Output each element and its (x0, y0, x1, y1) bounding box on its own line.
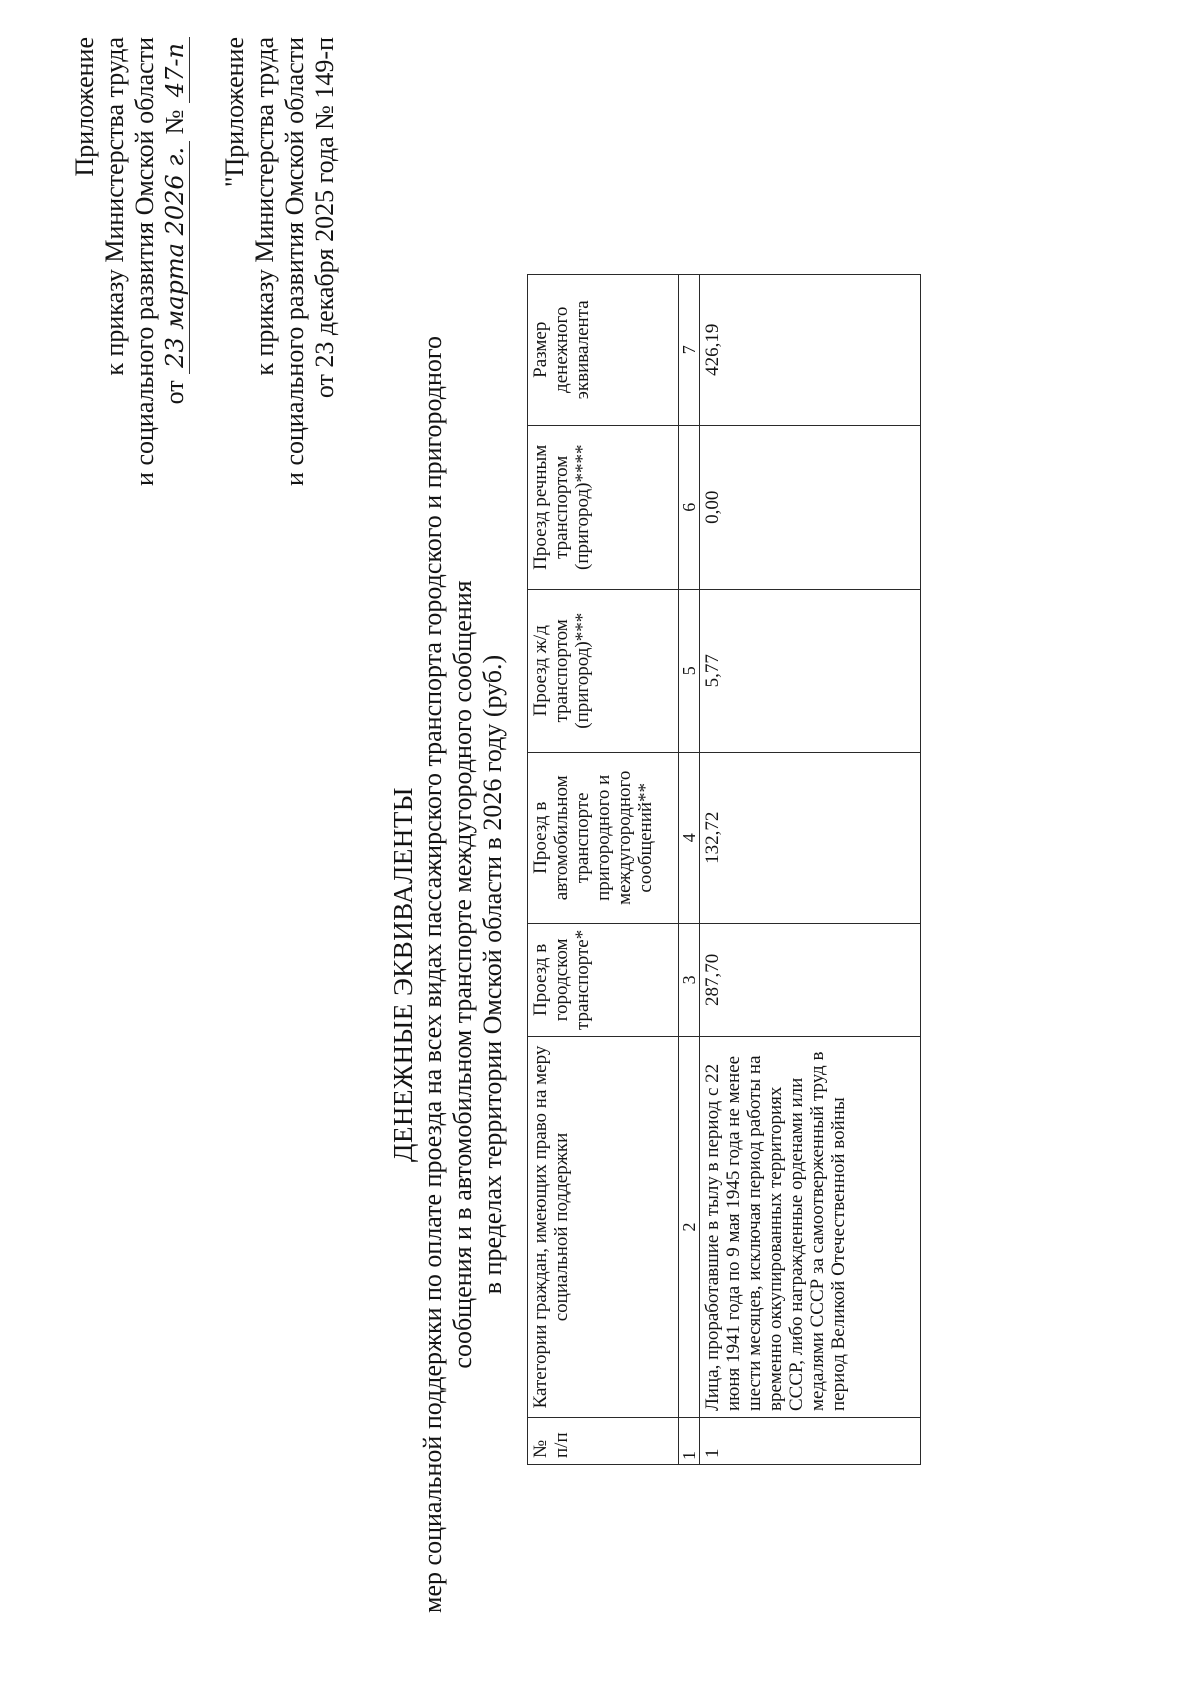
document-subtitle-line-3: в пределах территории Омской области в 2026 году (руб.) (478, 654, 507, 1295)
column-number-7: 7 (679, 274, 700, 425)
column-number-1: 1 (679, 1418, 700, 1465)
column-number-2: 2 (679, 1037, 700, 1418)
header-cell-auto-transport: Проезд в автомобильном транспорте пригородного и междугородного сообщений** (528, 752, 679, 923)
appendix-previous-title: "Приложение (220, 37, 249, 188)
table-header-row (528, 274, 679, 1464)
header-cell-river-transport: Проезд речным транспортом (пригород)**** (528, 425, 679, 589)
appendix-current-number-label: № (160, 109, 189, 135)
table-row (700, 274, 921, 1464)
appendix-previous-date-line: от 23 декабря 2025 года № 149-п (310, 37, 339, 399)
header-cell-category: Категории граждан, имеющих право на меру социальной поддержки (528, 1037, 679, 1418)
header-cell-city-transport: Проезд в городском транспорте* (528, 923, 679, 1036)
appendix-previous-block (220, 37, 340, 797)
appendix-previous-ministry: и социального развития Омской области (280, 37, 309, 486)
column-number-3: 3 (679, 923, 700, 1036)
document-subtitle-line-1: мер социальной поддержки по оплате проезда на всех видах пассажирского транспорта городского и пригородного (418, 336, 447, 1613)
header-cell-number: № п/п (528, 1418, 679, 1465)
document-title-block (388, 252, 508, 1697)
document-main-title: ДЕНЕЖНЫЕ ЭКВИВАЛЕНТЫ (388, 787, 418, 1162)
appendix-current-block (70, 37, 190, 797)
table-column-number-row (679, 274, 700, 1464)
column-number-5: 5 (679, 589, 700, 752)
column-number-6: 6 (679, 425, 700, 589)
row-rail-transport-value: 5,77 (700, 589, 921, 752)
row-city-transport-value: 287,70 (700, 923, 921, 1036)
appendix-current-handwritten-date: 23 марта 2026 г. (161, 141, 190, 374)
row-number-cell: 1 (700, 1418, 921, 1465)
appendix-current-order-ref: к приказу Министерства труда (100, 37, 129, 376)
appendix-previous-order-ref: к приказу Министерства труда (250, 37, 279, 376)
appendix-current-title: Приложение (70, 37, 99, 177)
appendix-current-date-prefix: от (160, 380, 189, 405)
appendix-current-ministry: и социального развития Омской области (130, 37, 159, 486)
row-equivalent-amount-value: 426,19 (700, 274, 921, 425)
row-river-transport-value: 0,00 (700, 425, 921, 589)
appendix-current-handwritten-number: 47-п (161, 37, 190, 103)
appendix-current-date-line (160, 37, 190, 797)
row-auto-transport-value: 132,72 (700, 752, 921, 923)
equivalents-table (527, 274, 921, 1465)
header-cell-rail-transport: Проезд ж/д транспортом (пригород)*** (528, 589, 679, 752)
row-category-cell: Лица, проработавшие в тылу в период с 22 июня 1941 года по 9 мая 1945 года не менее шести месяцев, исключая период работы на временно оккупированных территориях СССР, либо награжденные орденами или медалями СССР за самоотверженный труд в период Великой Отечественной войны (700, 1037, 921, 1418)
header-cell-equivalent-amount: Размер денежного эквивалента (528, 274, 679, 425)
column-number-4: 4 (679, 752, 700, 923)
document-subtitle-line-2: сообщения и в автомобильном транспорте междугородного сообщения (448, 580, 477, 1369)
